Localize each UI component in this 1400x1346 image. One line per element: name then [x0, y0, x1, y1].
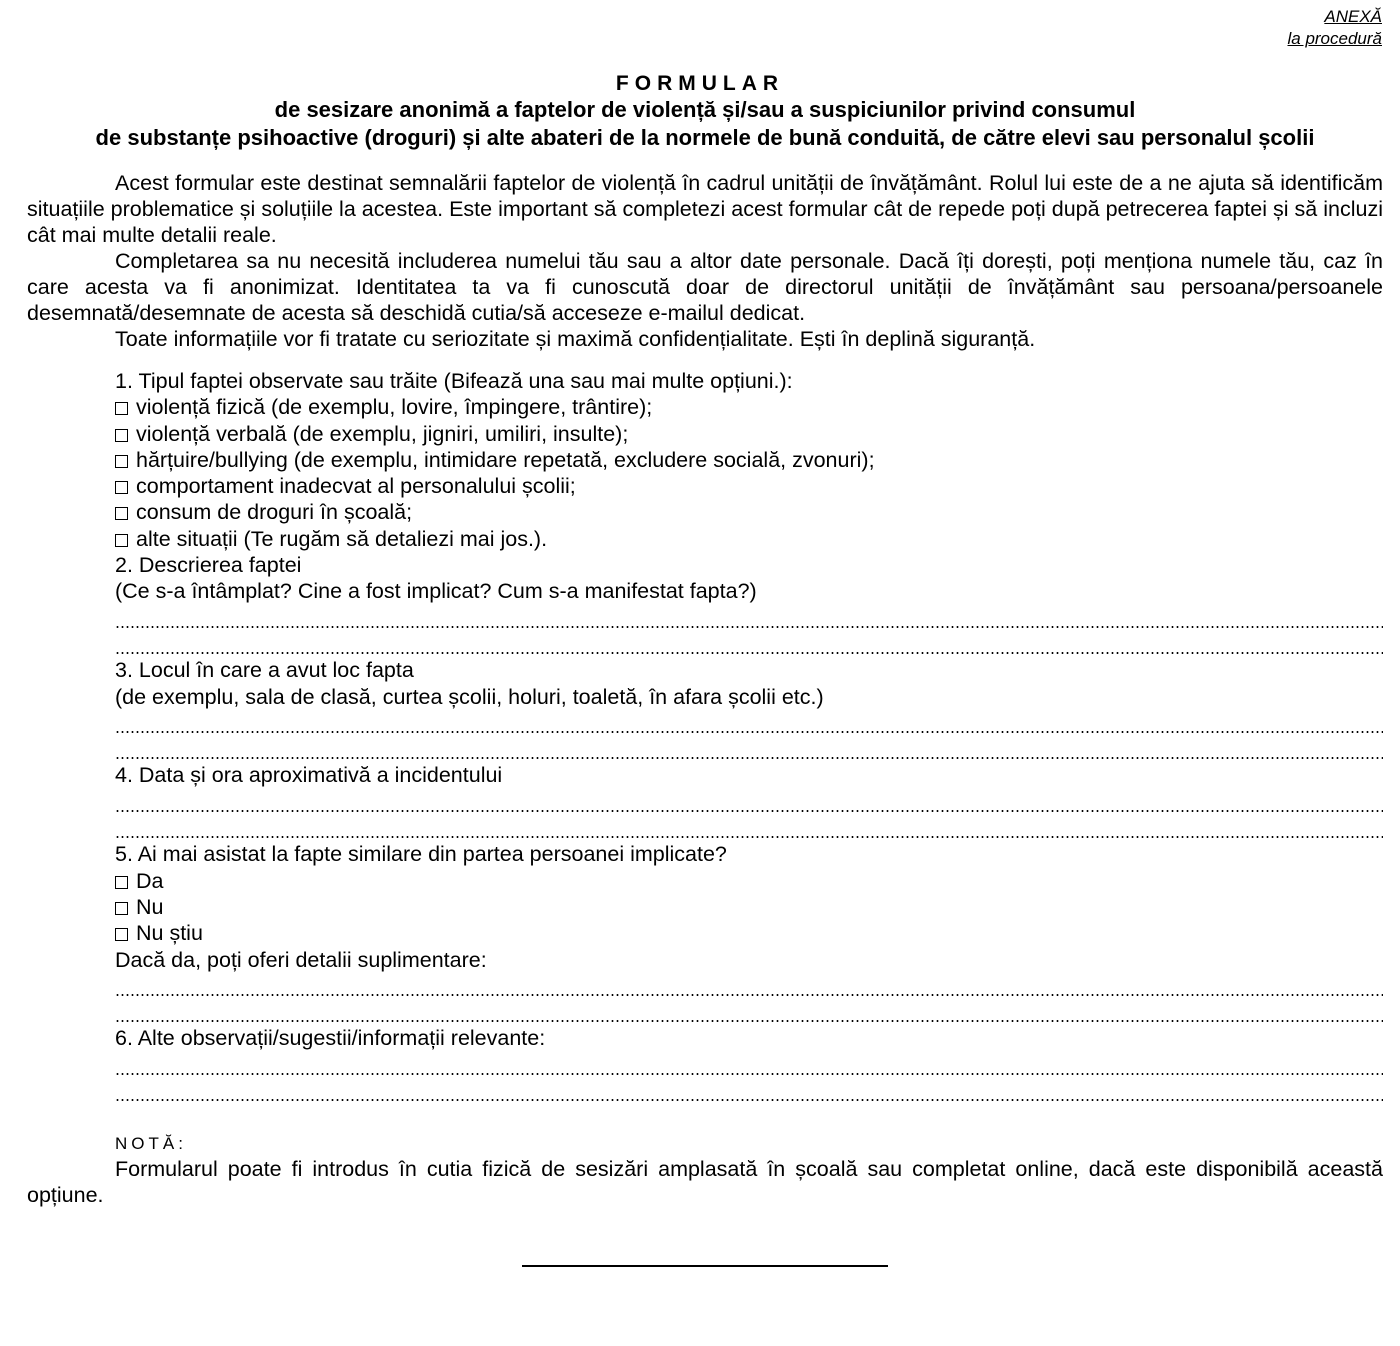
option-bullying[interactable]: [115, 447, 1383, 473]
answer-line[interactable]: [115, 973, 1383, 999]
form-title: FORMULAR: [615, 72, 785, 95]
option-drug-use[interactable]: [115, 499, 1383, 525]
questions-section: [115, 368, 1383, 1104]
option-label: hărțuire/bullying (de exemplu, intimidare repetată, excludere socială, zvonuri);: [136, 447, 875, 472]
answer-line[interactable]: [115, 815, 1383, 841]
intro-paragraph-2: Completarea sa nu necesită includerea numelui tău sau a altor date personale. Dacă îți dorești, poți menționa numele tău, caz în care acesta va fi anonimizat. Identitatea ta va fi cunoscută doar de directorul unității de învățământ sau persoana/persoanele desemnată/desemnate de acesta să deschidă cutia/să acceseze e-mailul dedicat.: [27, 249, 1383, 325]
annex-header: [1287, 6, 1382, 50]
option-label: alte situații (Te rugăm să detaliezi mai jos.).: [136, 526, 548, 551]
question-2-hint: (Ce s-a întâmplat? Cine a fost implicat? Cum s-a manifestat fapta?): [115, 579, 757, 604]
option-label: violență verbală (de exemplu, jigniri, umiliri, insulte);: [136, 421, 629, 446]
question-3-label: 3. Locul în care a avut loc fapta: [115, 658, 414, 683]
option-staff-behavior[interactable]: [115, 473, 1383, 499]
form-subtitle: [20, 96, 1390, 152]
subtitle-line-2: de substanțe psihoactive (droguri) și alte abateri de la normele de bună conduită, de către elevi sau personalul școlii: [95, 125, 1315, 150]
option-label: consum de droguri în școală;: [136, 500, 413, 525]
subtitle-line-1: de sesizare anonimă a faptelor de violență și/sau a suspiciunilor privind consumul: [274, 97, 1136, 122]
option-no[interactable]: [115, 894, 1383, 920]
option-other[interactable]: [115, 526, 1383, 552]
checkbox[interactable]: [115, 902, 128, 915]
answer-line[interactable]: [115, 999, 1383, 1025]
intro-paragraph-1: Acest formular este destinat semnalării faptelor de violență în cadrul unității de învățământ. Rolul lui este de a ne ajuta să identificăm situațiile problematice și soluțiile la acestea. Este important să completezi acest formular cât de repede poți după petrecerea faptei și să incluzi cât mai multe detalii reale.: [27, 171, 1383, 247]
checkbox[interactable]: [115, 429, 128, 442]
question-3-hint: (de exemplu, sala de clasă, curtea școlii, holuri, toaletă, în afara școlii etc.): [115, 684, 824, 709]
checkbox[interactable]: [115, 402, 128, 415]
question-5-label: 5. Ai mai asistat la fapte similare din partea persoanei implicate?: [115, 842, 727, 867]
checkbox[interactable]: [115, 534, 128, 547]
answer-line[interactable]: [115, 710, 1383, 736]
question-2-label: 2. Descrierea faptei: [115, 553, 302, 578]
option-yes[interactable]: [115, 868, 1383, 894]
option-label: comportament inadecvat al personalului școlii;: [136, 474, 576, 499]
answer-line[interactable]: [115, 789, 1383, 815]
note-heading: NOTĂ:: [115, 1134, 187, 1153]
end-divider: [522, 1265, 888, 1267]
option-verbal-violence[interactable]: [115, 421, 1383, 447]
option-label: violență fizică (de exemplu, lovire, împingere, trântire);: [136, 395, 653, 420]
question-6-label: 6. Alte observații/sugestii/informații relevante:: [115, 1026, 546, 1051]
answer-line[interactable]: [115, 1052, 1383, 1078]
option-label: Nu știu: [136, 921, 203, 946]
answer-line[interactable]: [115, 631, 1383, 657]
checkbox[interactable]: [115, 507, 128, 520]
intro-section: [27, 170, 1383, 352]
checkbox[interactable]: [115, 481, 128, 494]
option-dont-know[interactable]: [115, 920, 1383, 946]
checkbox[interactable]: [115, 455, 128, 468]
option-label: Da: [136, 868, 164, 893]
note-text: Formularul poate fi introdus în cutia fizică de sesizări amplasată în școală sau completat online, dacă este disponibilă această opțiune.: [27, 1157, 1383, 1207]
checkbox[interactable]: [115, 876, 128, 889]
question-4-label: 4. Data și ora aproximativă a incidentului: [115, 763, 503, 788]
answer-line[interactable]: [115, 1078, 1383, 1104]
annex-title: ANEXĂ: [1324, 7, 1382, 26]
answer-line[interactable]: [115, 736, 1383, 762]
annex-subtitle: la procedură: [1287, 29, 1382, 48]
question-1-label: 1. Tipul faptei observate sau trăite (Bifează una sau mai multe opțiuni.):: [115, 369, 793, 393]
answer-line[interactable]: [115, 605, 1383, 631]
checkbox[interactable]: [115, 928, 128, 941]
option-label: Nu: [136, 894, 164, 919]
option-physical-violence[interactable]: [115, 394, 1383, 420]
intro-paragraph-3: Toate informațiile vor fi tratate cu seriozitate și maximă confidențialitate. Ești în deplină siguranță.: [115, 327, 1036, 351]
question-5-followup: Dacă da, poți oferi detalii suplimentare:: [115, 947, 487, 972]
